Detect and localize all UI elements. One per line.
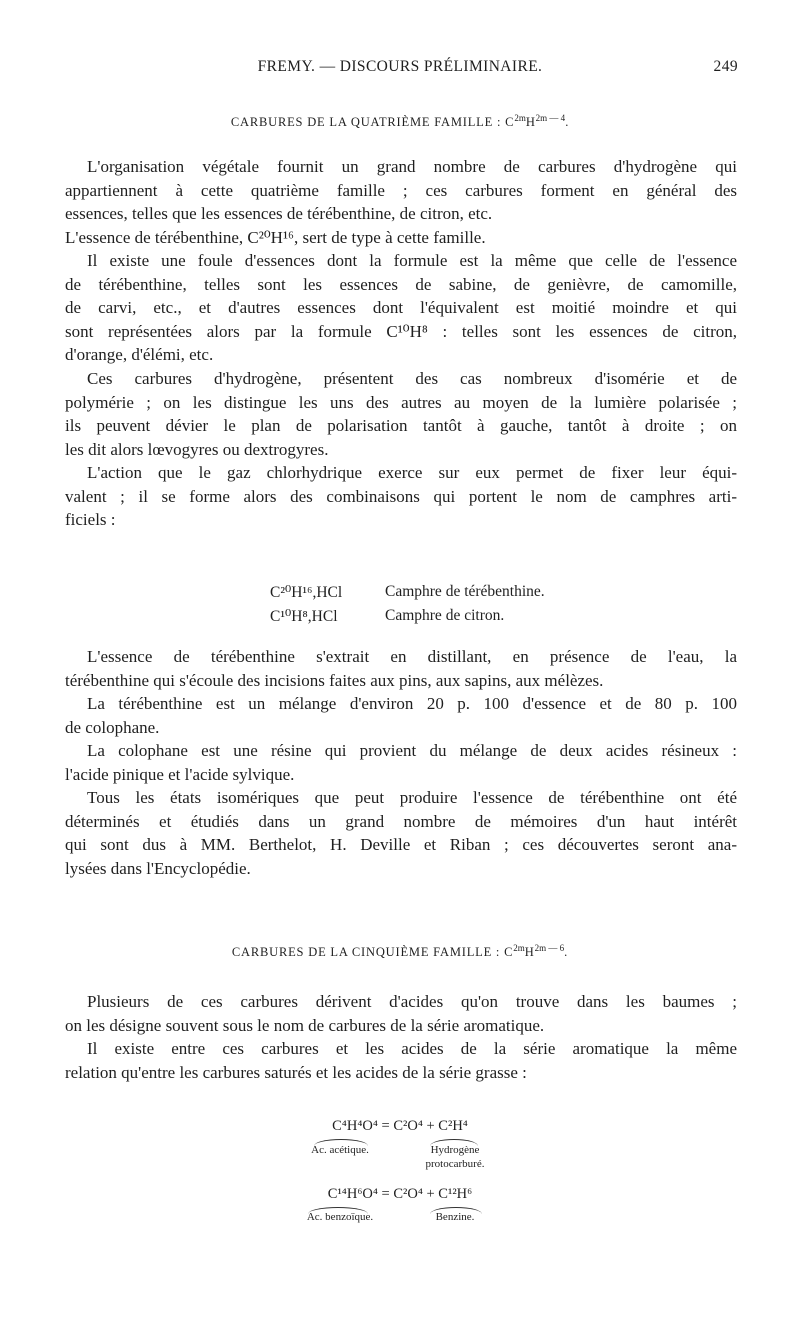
section-heading-fifth-family — [62, 943, 738, 960]
paragraph-baumes — [65, 990, 737, 1037]
text-line: ils peuvent dévier le plan de polarisation tantôt à gauche, tantôt à droite ; on — [65, 416, 737, 436]
heading-h: H — [525, 115, 536, 130]
text-line: Il existe une foule d'essences dont la formule est la même que celle de l'essence — [87, 251, 737, 270]
text-line: déterminés et étudiés dans un grand nombre de mémoires d'un haut intérêt — [65, 811, 737, 831]
text-line: Ces carbures d'hydrogène, présentent des cas nombreux d'isomérie et de — [87, 369, 737, 388]
text-line: La térébenthine est un mélange d'environ 20 p. 100 d'essence et de 80 p. 100 — [87, 694, 737, 713]
text-line: lysées dans l'Encyclopédie. — [65, 858, 251, 878]
label-protocarbure: protocarburé. — [425, 1158, 485, 1170]
text-line: qui sont dus à MM. Berthelot, H. Deville et Riban ; ces découvertes seront ana- — [65, 835, 737, 855]
text-line: L'organisation végétale fournit un grand nombre de carbures d'hydrogène qui — [87, 157, 737, 176]
text-line: La colophane est une résine qui provient du mélange de deux acides résineux : — [87, 741, 737, 760]
text-line: essences, telles que les essences de térébenthine, de citron, etc. — [65, 204, 493, 224]
heading-period: . — [564, 945, 569, 960]
text-line: Plusieurs de ces carbures dérivent d'acides qu'on trouve dans les baumes ; — [87, 992, 737, 1011]
label-hydrogene: Hydrogène — [430, 1144, 480, 1156]
text-line: L'essence de térébenthine, C²⁰H¹⁶, sert de type à cette famille. — [65, 227, 486, 247]
paragraph-etats-isomeriques — [65, 786, 737, 880]
paragraph-gaz-chlorhydrique — [65, 461, 737, 532]
text-line: L'essence de térébenthine s'extrait en distillant, en présence de l'eau, la — [87, 647, 737, 666]
running-title: FREMY. — DISCOURS PRÉLIMINAIRE. — [257, 58, 543, 75]
section-heading-text: CARBURES DE LA CINQUIÈME FAMILLE : C — [231, 945, 514, 960]
camphor-row — [0, 607, 800, 629]
text-line: l'acide pinique et l'acide sylvique. — [65, 764, 295, 784]
paragraph-organisation — [65, 155, 737, 249]
paragraph-melange — [65, 692, 737, 739]
heading-sup: 2m — [513, 943, 525, 953]
section-heading-fourth-family — [62, 113, 738, 130]
label-acetic-acid: Ac. acétique. — [311, 1144, 369, 1156]
heading-sup: 2m — [514, 113, 526, 123]
page-number: 249 — [713, 58, 738, 75]
camphor-name: Camphre de térébenthine. — [385, 583, 545, 600]
paragraph-colophane — [65, 739, 737, 786]
equation-benzoic: C¹⁴H⁶O⁴ = C²O⁴ + C¹²H⁶ — [327, 1186, 473, 1202]
text-line: appartiennent à cette quatrième famille ; ces carbures forment en général des — [65, 180, 737, 200]
text-line: de térébenthine, telles sont les essences de sabine, de genièvre, de camomille, — [65, 274, 737, 294]
equation-acetic: C⁴H⁴O⁴ = C²O⁴ + C²H⁴ — [332, 1118, 468, 1134]
text-line: de colophane. — [65, 717, 160, 737]
label-benzoic-acid: Ac. benzoïque. — [306, 1211, 374, 1223]
camphor-formula: C¹⁰H⁸,HCl — [270, 608, 338, 625]
text-line: de carvi, etc., et d'autres essences dont l'équivalent est moitié moindre et qui — [65, 298, 737, 318]
text-line: polymérie ; on les distingue les uns des autres au moyen de la lumière polarisée ; — [65, 392, 737, 412]
text-line: valent ; il se forme alors des combinaisons qui portent le nom de camphres arti- — [65, 486, 737, 506]
label-benzine: Benzine. — [435, 1211, 475, 1223]
paragraph-essences — [65, 249, 737, 367]
paragraph-relation — [65, 1037, 737, 1084]
text-line: d'orange, d'élémi, etc. — [65, 345, 214, 365]
heading-h-sup: 2m — 4 — [535, 113, 566, 123]
paragraph-extraction — [65, 645, 737, 692]
text-line: Il existe entre ces carbures et les acides de la série aromatique la même — [87, 1039, 737, 1058]
camphor-formula: C²⁰H¹⁶,HCl — [270, 584, 343, 601]
heading-period: . — [565, 115, 570, 130]
text-line: L'action que le gaz chlorhydrique exerce sur eux permet de fixer leur équi- — [87, 463, 737, 482]
camphor-row — [0, 583, 800, 605]
section-heading-text: CARBURES DE LA QUATRIÈME FAMILLE : C — [230, 115, 515, 130]
camphor-name: Camphre de citron. — [385, 607, 505, 624]
text-line: térébenthine qui s'écoule des incisions faites aux pins, aux sapins, aux mélèzes. — [65, 670, 604, 690]
heading-h: H — [524, 945, 535, 960]
running-head — [62, 58, 738, 80]
text-line: relation qu'entre les carbures saturés et les acides de la série grasse : — [65, 1062, 527, 1082]
text-line: ficiels : — [65, 510, 116, 530]
text-line: on les désigne souvent sous le nom de carbures de la série aromatique. — [65, 1015, 545, 1035]
paragraph-isomerie — [65, 367, 737, 461]
text-line: Tous les états isomériques que peut produire l'essence de térébenthine ont été — [87, 788, 737, 807]
text-line: les dit alors lœvogyres ou dextrogyres. — [65, 439, 329, 459]
heading-h-sup: 2m — 6 — [534, 943, 565, 953]
text-line: sont représentées alors par la formule C¹⁰H⁸ : telles sont les essences de citron, — [65, 321, 737, 341]
